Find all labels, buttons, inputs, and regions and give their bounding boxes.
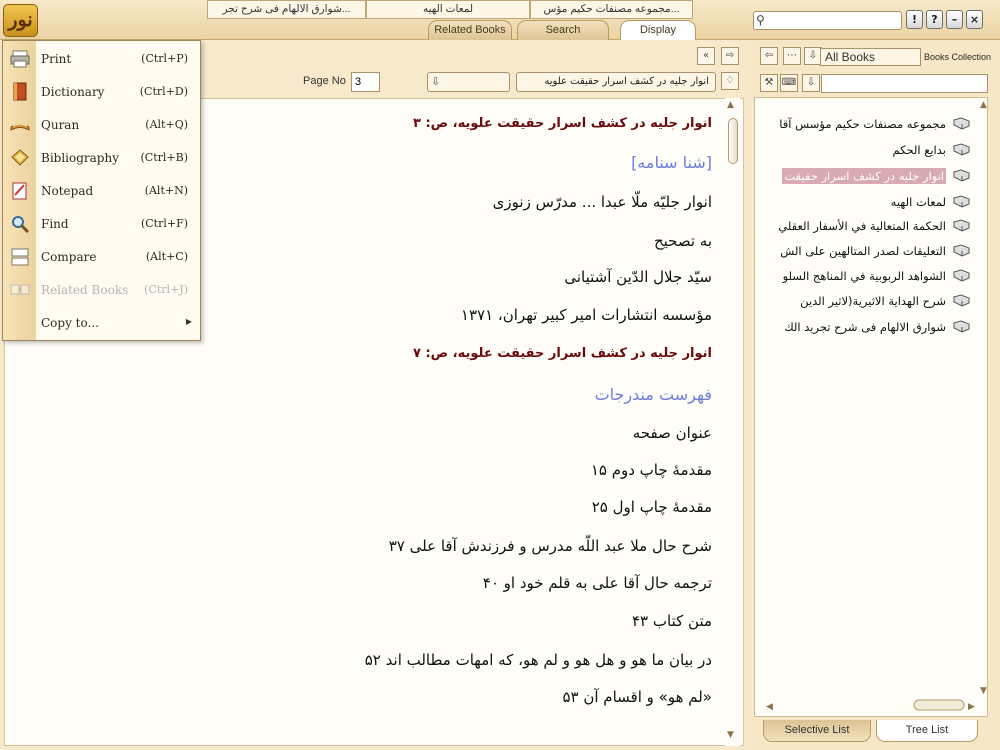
tab-related-books[interactable]: Related Books xyxy=(428,20,512,41)
menu-item-label: Copy to... xyxy=(41,316,99,330)
close-button[interactable]: × xyxy=(966,10,983,29)
related-books-icon xyxy=(10,280,30,299)
book-icon xyxy=(953,143,970,156)
chapter-select[interactable]: انوار جليه در كشف اسرار حقيقت علويه xyxy=(516,72,716,92)
book-tab-lamaat[interactable]: لمعات الهيه xyxy=(366,0,530,19)
dropdown-arrow-icon[interactable]: ⇩ xyxy=(804,47,822,65)
tree-item-label: التعليقات لصدر المتالهين على الش xyxy=(780,244,946,258)
menu-item-shortcut: (Alt+Q) xyxy=(145,118,188,131)
forward-arrow-icon[interactable]: ⇨ xyxy=(721,47,739,65)
app-logo-button[interactable]: نور xyxy=(3,4,38,37)
menu-item-compare[interactable] xyxy=(3,240,200,273)
book-icon xyxy=(953,320,970,333)
tab-display[interactable]: Display xyxy=(620,20,696,42)
tree-item[interactable] xyxy=(764,266,970,286)
all-books-select[interactable]: All Books xyxy=(820,48,921,66)
menu-item-label: Find xyxy=(41,217,69,231)
toc-line: «لم هو» و اقسام آن ۵۳ xyxy=(562,688,712,706)
tree-item[interactable] xyxy=(764,114,970,134)
back-arrow-icon[interactable]: ⇦ xyxy=(760,47,778,65)
tree-item-label: لمعات الهيه xyxy=(890,195,946,209)
book-tab-shawariq[interactable]: شوارق الالهام فى شرح تجر... xyxy=(207,0,366,19)
toc-line: عنوان صفحه xyxy=(632,424,712,442)
toc-line: شرح حال ملا عبد اللّه مدرس و فرزندش آقا علی ۳۷ xyxy=(388,537,712,555)
toc-line: ترجمه حال آقا علی به قلم خود او ۴۰ xyxy=(482,574,712,592)
tab-selective-list[interactable]: Selective List xyxy=(763,720,871,742)
tree-item[interactable] xyxy=(764,291,970,311)
scroll-up-icon[interactable]: ▲ xyxy=(727,100,734,110)
alert-button[interactable]: ! xyxy=(906,10,923,29)
menu-item-label: Related Books xyxy=(41,283,129,297)
search-icon: ⚲ xyxy=(756,13,765,27)
toc-line: مقدمهٔ چاپ دوم ۱۵ xyxy=(590,461,712,479)
down-arrow-icon: ⇩ xyxy=(431,75,441,88)
minimize-button[interactable]: – xyxy=(946,10,963,29)
menu-item-label: Dictionary xyxy=(41,85,105,99)
tree-item[interactable] xyxy=(764,192,970,212)
dictionary-icon xyxy=(10,82,30,101)
tree-item[interactable] xyxy=(764,216,970,236)
scroll-right-icon: ▶ xyxy=(968,702,975,711)
menu-item-shortcut: (Alt+C) xyxy=(145,250,188,263)
scroll-left-icon: ◀ xyxy=(766,702,773,711)
document-scrollbar[interactable] xyxy=(725,98,740,746)
book-icon xyxy=(953,244,970,257)
page-no-label: Page No xyxy=(303,75,346,87)
id-line: به تصحيح xyxy=(653,232,712,250)
toc-line: در بيان ما هو و هل هو و لم هو، كه امهات مطالب اند ۵۲ xyxy=(364,651,712,669)
menu-item-label: Bibliography xyxy=(41,151,119,165)
menu-item-copy-to[interactable] xyxy=(3,306,200,339)
menu-item-find[interactable] xyxy=(3,207,200,240)
tab-tree-list[interactable]: Tree List xyxy=(876,720,978,742)
tree-item-label: انوار جليه در كشف اسرار حقيقت xyxy=(784,169,944,183)
tree-item[interactable] xyxy=(764,241,970,261)
menu-item-label: Print xyxy=(41,52,72,66)
menu-item-related-books xyxy=(3,273,200,306)
search-input[interactable] xyxy=(753,11,902,30)
tree-item-label: الشواهد الربوبية في المناهج السلو xyxy=(782,269,946,283)
tree-item[interactable] xyxy=(764,317,970,337)
scroll-thumb[interactable] xyxy=(728,118,738,164)
tree-item-label: شوارق الالهام فى شرح تجريد الك xyxy=(784,320,946,334)
menu-item-print[interactable] xyxy=(3,42,200,75)
compare-icon xyxy=(10,247,30,266)
tree-hscrollbar[interactable] xyxy=(766,699,976,711)
more-options-icon[interactable]: ⋯ xyxy=(783,47,801,65)
hscroll-thumb xyxy=(914,700,964,710)
menu-item-shortcut: (Ctrl+D) xyxy=(139,85,188,98)
menu-item-quran[interactable] xyxy=(3,108,200,141)
bibliography-icon xyxy=(10,148,30,167)
page-nav-dropdown[interactable] xyxy=(427,72,510,92)
book-icon xyxy=(953,169,970,182)
keyboard-icon[interactable]: ⌨ xyxy=(780,74,798,92)
id-line: انوار جليّه ملّا عبدا ... مدرّس زنوزی xyxy=(492,193,712,211)
menu-item-label: Notepad xyxy=(41,184,94,198)
help-button[interactable]: ? xyxy=(926,10,943,29)
book-icon xyxy=(953,117,970,130)
book-tree xyxy=(754,97,988,717)
menu-item-label: Compare xyxy=(41,250,97,264)
page-heading: انوار جليه در كشف اسرار حقيقت علويه، ص: ۷ xyxy=(412,346,712,361)
bookmark-icon[interactable]: ♢ xyxy=(721,72,739,90)
filter-arrow-icon[interactable]: ⇩ xyxy=(802,74,820,92)
tree-scroll-up-icon[interactable]: ▲ xyxy=(980,100,987,110)
toc-line: مقدمهٔ چاپ اول ۲۵ xyxy=(591,498,712,516)
tree-scroll-down-icon[interactable]: ▼ xyxy=(980,686,987,696)
filter-input[interactable] xyxy=(821,74,988,93)
menu-item-shortcut: (Ctrl+F) xyxy=(140,217,188,230)
menu-item-shortcut: (Ctrl+J) xyxy=(144,283,188,296)
menu-item-bibliography[interactable] xyxy=(3,141,200,174)
menu-item-dictionary[interactable] xyxy=(3,75,200,108)
book-icon xyxy=(953,195,970,208)
tabs-scroll-icon[interactable]: « xyxy=(697,47,715,65)
id-line: سيّد جلال الدّين آشتيانی xyxy=(564,268,712,286)
tools-icon[interactable]: ⚒ xyxy=(760,74,778,92)
page-heading: انوار جليه در كشف اسرار حقيقت علويه، ص: ۳ xyxy=(412,116,712,131)
menu-item-shortcut: (Alt+N) xyxy=(144,184,188,197)
toc-line: متن كتاب ۴۳ xyxy=(632,612,712,630)
id-line: مؤسسه انتشارات امير كبير تهران، ۱۳۷۱ xyxy=(460,306,712,324)
tab-search[interactable]: Search xyxy=(517,20,609,41)
main-menu xyxy=(2,40,201,341)
book-tab-majmoa[interactable]: مجموعه مصنفات حكيم مؤس... xyxy=(530,0,693,19)
book-icon xyxy=(953,294,970,307)
tree-item-label: شرح الهداية الاثيرية(لاثير الدين xyxy=(800,294,946,308)
book-icon xyxy=(953,269,970,282)
tree-vscrollbar[interactable] xyxy=(979,100,991,700)
tree-item[interactable] xyxy=(764,140,970,160)
submenu-arrow-icon: ▶ xyxy=(185,317,192,326)
id-section-title: [شنا سنامه] xyxy=(631,153,712,172)
tree-item-label: بدايع الحكم xyxy=(892,143,946,157)
menu-item-shortcut: (Ctrl+B) xyxy=(140,151,188,164)
tree-item-label: مجموعه مصنفات حكيم مؤسس آقا xyxy=(779,117,946,131)
page-no-input[interactable] xyxy=(351,72,380,92)
quran-icon xyxy=(10,115,30,134)
notepad-icon xyxy=(10,181,30,200)
book-icon xyxy=(953,219,970,232)
tree-item[interactable] xyxy=(764,166,970,186)
menu-item-notepad[interactable] xyxy=(3,174,200,207)
printer-icon xyxy=(10,49,30,68)
scroll-down-icon[interactable]: ▼ xyxy=(727,730,734,740)
tree-item-label: الحكمة المتعالية في الأسفار العقلي xyxy=(778,219,946,233)
books-collection-label: Books Collection xyxy=(924,52,992,62)
menu-item-label: Quran xyxy=(41,118,80,132)
find-icon xyxy=(10,214,30,233)
toc-title: فهرست مندرجات xyxy=(594,385,712,404)
menu-item-shortcut: (Ctrl+P) xyxy=(141,52,188,65)
